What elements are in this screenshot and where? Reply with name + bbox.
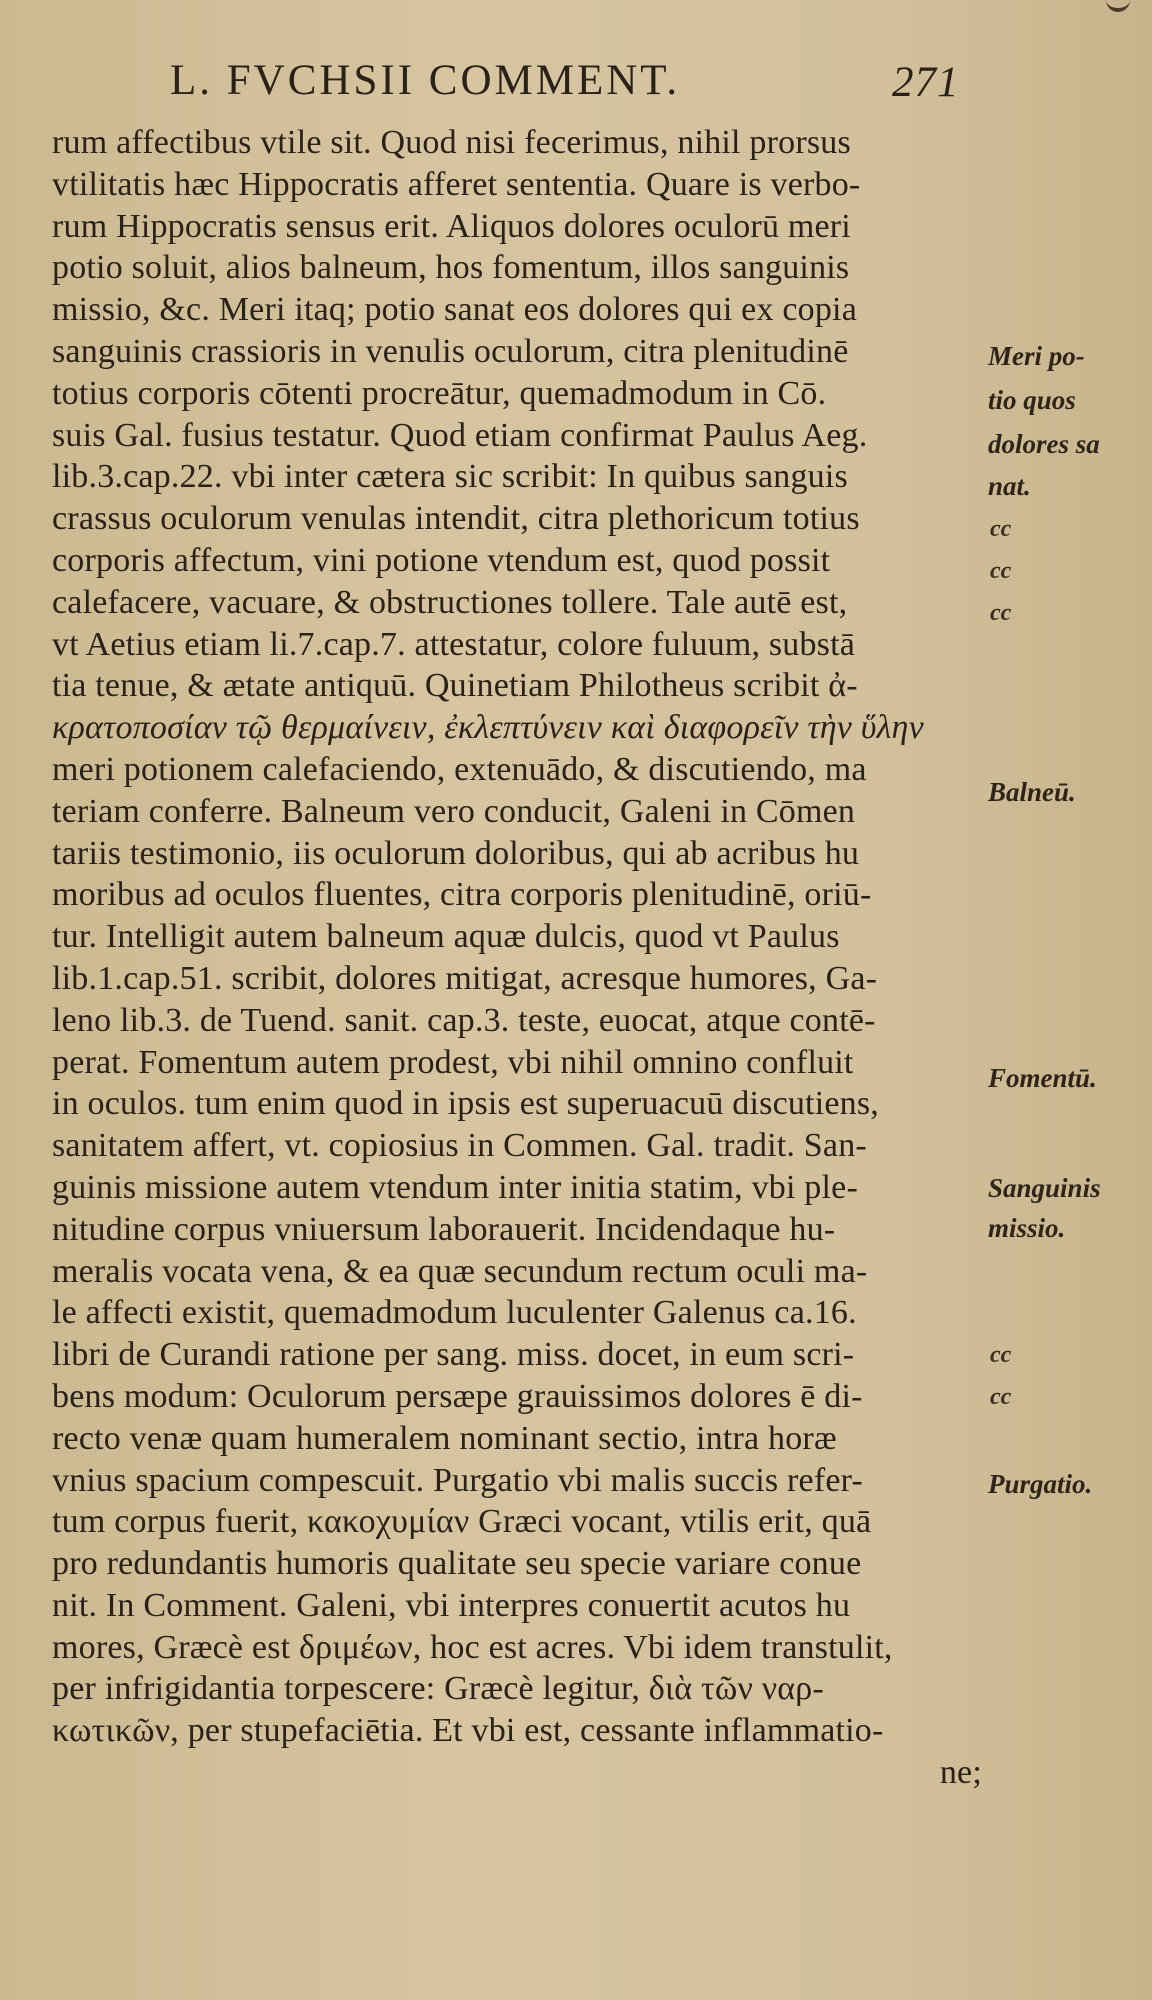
text-line: meri potionem calefaciendo, extenuādo, & discutiendo, ma	[52, 750, 867, 788]
text-line: lib.1.cap.51. scribit, dolores mitigat, acresque humores, Ga-	[52, 959, 878, 997]
margin-note: missio.	[988, 1213, 1066, 1243]
text-line: vnius spacium compescuit. Purgatio vbi malis succis refer-	[52, 1461, 864, 1499]
text-line: in oculos. tum enim quod in ipsis est superuacuū discutiens,	[52, 1085, 879, 1123]
text-line: moribus ad oculos fluentes, citra corporis plenitudinē, oriū-	[52, 876, 872, 914]
catchword: ne;	[939, 1754, 982, 1792]
margin-note: Purgatio.	[988, 1469, 1093, 1499]
text-line: tum corpus fuerit, κακοχυμίαν Græci vocant, vtilis erit, quā	[52, 1503, 872, 1541]
quote-mark: cc	[990, 600, 1012, 626]
text-line: guinis missione autem vtendum inter initia statim, vbi ple-	[52, 1168, 858, 1206]
quote-mark: cc	[990, 1342, 1012, 1368]
text-line: vt Aetius etiam li.7.cap.7. attestatur, colore fuluum, substā	[52, 625, 856, 663]
text-line: calefacere, vacuare, & obstructiones tollere. Tale autē est,	[52, 583, 848, 621]
text-line: recto venæ quam humeralem nominant sectio, intra horæ	[52, 1419, 837, 1457]
margin-notes	[988, 0, 1148, 2000]
main-text-column	[52, 122, 992, 1794]
greek-text-line: κρατοποσίαν τῷ θερμαίνειν, ἐκλεπτύνειν καὶ διαφορεῖν τὴν ὕλην	[52, 709, 924, 747]
margin-note: Meri po-	[988, 341, 1085, 371]
text-line: rum Hippocratis sensus erit. Aliquos dolores oculorū meri	[52, 207, 851, 245]
page-number: 271	[892, 59, 960, 106]
margin-note: Sanguinis	[988, 1173, 1101, 1203]
text-line: totius corporis cōtenti procreātur, quemadmodum in Cō.	[52, 374, 827, 412]
text-line: nit. In Comment. Galeni, vbi interpres conuertit acutos hu	[52, 1586, 851, 1624]
text-line: libri de Curandi ratione per sang. miss. docet, in eum scri-	[52, 1336, 855, 1374]
text-line: crassus oculorum venulas intendit, citra plethoricum totius	[52, 500, 860, 538]
header-title: L. FVCHSII COMMENT.	[170, 57, 681, 104]
text-line: tia tenue, & ætate antiquū. Quinetiam Philotheus scribit ἀ-	[52, 667, 858, 705]
text-line: κωτικῶν, per stupefaciētia. Et vbi est, cessante inflammatio-	[52, 1712, 884, 1750]
text-line: suis Gal. fusius testatur. Quod etiam confirmat Paulus Aeg.	[52, 416, 868, 454]
text-line: nitudine corpus vniuersum laborauerit. Incidendaque hu-	[52, 1210, 836, 1248]
text-line: bens modum: Oculorum persæpe grauissimos dolores ē di-	[52, 1377, 863, 1415]
text-line: corporis affectum, vini potione vtendum est, quod possit	[52, 541, 831, 579]
text-line: pro redundantis humoris qualitate seu specie variare conue	[52, 1545, 862, 1583]
text-line: tariis testimonio, iis oculorum doloribus, qui ab acribus hu	[52, 834, 860, 872]
text-line: vtilitatis hæc Hippocratis afferet sententia. Quare is verbo-	[52, 165, 861, 203]
text-line: meralis vocata vena, & ea quæ secundum rectum oculi ma-	[52, 1252, 868, 1290]
text-line: sanitatem affert, vt. copiosius in Commen. Gal. tradit. San-	[52, 1127, 867, 1165]
text-line: sanguinis crassioris in venulis oculorum, citra plenitudinē	[52, 332, 849, 370]
text-line: potio soluit, alios balneum, hos fomentum, illos sanguinis	[52, 249, 850, 287]
text-line: teriam conferre. Balneum vero conducit, Galeni in Cōmen	[52, 792, 856, 830]
text-line: le affecti existit, quemadmodum luculenter Galenus ca.16.	[52, 1294, 857, 1332]
text-line: tur. Intelligit autem balneum aquæ dulcis, quod vt Paulus	[52, 918, 840, 956]
text-line: mores, Græcè est δριμέων, hoc est acres. Vbi idem transtulit,	[52, 1628, 893, 1666]
quote-mark: cc	[990, 516, 1012, 542]
text-line: perat. Fomentum autem prodest, vbi nihil omnino confluit	[52, 1043, 854, 1081]
margin-note: Fomentū.	[988, 1063, 1097, 1093]
margin-note: Balneū.	[988, 777, 1076, 807]
margin-note: nat.	[988, 471, 1031, 501]
margin-note: tio quos	[988, 385, 1076, 415]
text-line: rum affectibus vtile sit. Quod nisi fecerimus, nihil prorsus	[52, 124, 851, 161]
margin-note: dolores sa	[988, 429, 1100, 459]
quote-mark: cc	[990, 558, 1012, 584]
text-line: leno lib.3. de Tuend. sanit. cap.3. teste, euocat, atque contē-	[52, 1001, 876, 1039]
text-line: lib.3.cap.22. vbi inter cætera sic scribit: In quibus sanguis	[52, 458, 848, 496]
running-header	[170, 56, 990, 116]
text-line: per infrigidantia torpescere: Græcè legitur, διὰ τῶν ναρ-	[52, 1670, 825, 1708]
text-line: missio, &c. Meri itaq; potio sanat eos dolores qui ex copia	[52, 291, 857, 329]
quote-mark: cc	[990, 1384, 1012, 1410]
